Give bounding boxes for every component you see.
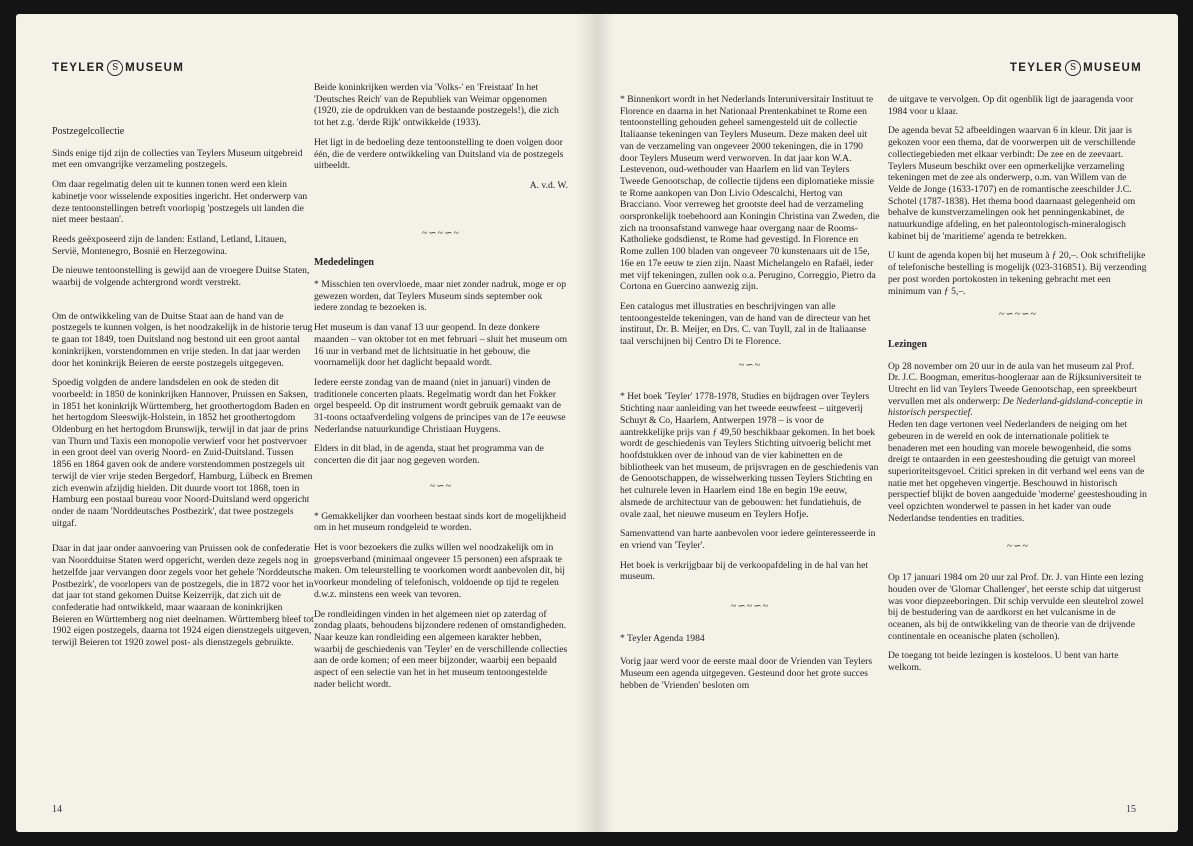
ornament-divider: ~∽~∽~ (422, 227, 460, 239)
gutter-shadow (598, 14, 614, 832)
left-column-2 (314, 82, 568, 698)
header-text-before: TEYLER (52, 62, 106, 74)
paragraph: Elders in dit blad, in de agenda, staat het programma van de concerten die dit jaar nog gegeven worden. (314, 443, 544, 467)
teyler-logo-icon: S (1065, 60, 1081, 76)
paragraph: Spoedig volgden de andere landsdelen en ook de steden dit voorbeeld: in 1850 de koninkrijken Hannover, Pruissen en Saksen, in 1851 het koninkrijk Württemberg, het groothertogdom Baden en het hertogdom Sleeswijk-Holstein, in 1852 het groothertogdom Oldenburg en het hertogdom Brunswijk, terwijl in dat jaar de prins van Thurn und Taxis een monopolie verwierf voor het postvervoer in een groot deel van overig Noord- en Zuid-Duitsland. Tussen 1856 en 1864 gaven ook de andere vorstendommen postzegels uit terwijl de vier vrije steden Bergedorf, Hamburg, Lübeck en Bremen zich evenwin afzijdig hielden. Dit duurde voort tot 1868, toen in Hamburg een postaal bureau voor Noord-Duitsland werd opgericht onder de naam 'Norddeutsches Postbezirk', dat twee postzegels uitgaf. (52, 377, 313, 529)
left-column-1 (52, 126, 314, 657)
paragraph: Beide koninkrijken werden via 'Volks-' en 'Freistaat' In het 'Deutsches Reich' van de Republiek van Weimar opgenomen (1920, zie de opdrukken van de bestaande postzegels!), die zich tot het z.g. 'derde Rijk' ontwikkelde (1933). (314, 82, 559, 129)
lecture-title: De Nederland-gidsland-conceptie in historisch perspectief. (888, 395, 1143, 419)
paragraph: De rondleidingen vinden in het algemeen niet op zaterdag of zondag plaats, behoudens bijzondere redenen of omstandigheden. Naar keuze kan rondleiding een algemeen karakter hebben, waarbij de geschiedenis van 'Teyler' en de verschillende collecties aan de orde komen; of een meer bijzonder, waarbij een bepaald aspect of een selectie van het in het museum tentoongestelde nader belicht wordt. (314, 608, 568, 690)
paragraph: Om daar regelmatig delen uit te kunnen tonen werd een klein kabinetje voor wisselende exposities ingericht. Het onderwerp van deze tentoonstellingen betreft voorlopig 'postzegels uit landen die niet meer bestaan'. (52, 179, 308, 226)
paragraph: * Misschien ten overvloede, maar niet zonder nadruk, moge er op gewezen worden, dat Teylers Museum sinds september ook iedere zondag te bezoeken is. (314, 279, 567, 314)
paragraph: de uitgave te vervolgen. Op dit ogenblik ligt de jaaragenda voor 1984 voor u klaar. (888, 94, 1134, 117)
museum-header (1010, 60, 1142, 76)
museum-header (52, 60, 184, 76)
paragraph: Het ligt in de bedoeling deze tentoonstelling te doen volgen door één, die de verdere ontwikkeling van Duitsland via de postzegels uitbeeldt. (314, 136, 564, 172)
right-column-2 (888, 94, 1148, 682)
left-page (16, 14, 598, 832)
ornament-divider: ~∽~ (1006, 540, 1030, 552)
paragraph: Om de ontwikkeling van de Duitse Staat aan de hand van de postzegels te kunnen volgen, is het noodzakelijk in de historie terug te gaan tot 1849, toen Duitsland nog bestond uit een groot aantal koninkrijken, vorstendommen en vrije steden. In dat jaar werden door het koninkrijk Beieren de eerste postzegels uitgegeven. (52, 310, 313, 369)
paragraph: U kunt de agenda kopen bij het museum à ƒ 20,–. Ook schriftelijke of telefonische bestelling is mogelijk (023-316851). Bij verzending per post worden portokosten in tekening gebracht met een minimum van ƒ 5,–. (888, 250, 1147, 297)
right-column-1 (620, 94, 880, 700)
header-text-after: MUSEUM (1083, 62, 1142, 74)
paragraph: * Het boek 'Teyler' 1778-1978, Studies en bijdragen over Teylers Stichting naar aanleiding van het tweede eeuwfeest – uitgeverij Schuyt & Co, Haarlem, Antwerpen 1978 – is voor de aantrekkelijke prijs van ƒ 49,50 beschikbaar gekomen. In het boek wordt de geschiedenis van Teylers Stichting uitvoerig belicht met hoofdstukken over de inhoud van de vier kabinetten en de bibliotheek van het museum, de prijsvragen en de geschiedenis van de Genootschappen, de wisselwerking tussen Teylers Stichting en het culturele leven in Haarlem eind 18e en begin 19e eeuw, alsmede de architectuur van de gebouwen: het fundatiehuis, de ovale zaal, het nieuwe museum en Teylers Hofje. (620, 391, 879, 520)
right-page (598, 14, 1178, 832)
paragraph: * Teyler Agenda 1984 (620, 632, 705, 644)
paragraph: Daar in dat jaar onder aanvoering van Pruissen ook de confederatie van Noordduitse Staten werd opgericht, werden deze zegels nog in hetzelfde jaar vervangen door zegels voor het gehele 'Norddeutsche Postbezirk', de voorlopers van de postzegels, die in 1872 voor het in dat jaar tot stand gekomen Duitse Keizerrijk, dat zich uit de confederatie had ontwikkeld, maar waaraan de koninkrijken Beieren en Württemberg nog niet deelnamen. Württemberg bleef tot 1902 eigen postzegels, daarna tot 1924 eigen dienstzegels uitgeven, terwijl Beieren tot 1920 zowel post- als dienstzegels gebruikte. (52, 543, 314, 649)
paragraph: Op 17 januari 1984 om 20 uur zal Prof. Dr. J. van Hinte een lezing houden over de 'Glomar Challenger', het eerste schip dat uitgerust was voor diepzeeboringen. Dit schip vervulde een sleutelrol zowel bij de bestudering van de aardkorst en het vulcanisme in de oceanen, als bij de ontwikkeling van de theorie van de drijvende continentale en oceanische platen (schollen). (888, 572, 1144, 642)
paragraph: Sinds enige tijd zijn de collecties van Teylers Museum uitgebreid met een omvangrijke verzameling postzegels. (52, 147, 303, 171)
paragraph: De nieuwe tentoonstelling is gewijd aan de vroegere Duitse Staten, waarbij de volgende achtergrond wordt verstrekt. (52, 265, 310, 289)
header-text-after: MUSEUM (125, 62, 185, 74)
paragraph: Vorig jaar werd voor de eerste maal door de Vrienden van Teylers Museum een agenda uitgegeven. Gesteund door het grote succes hebben de 'Vrienden' besloten om (620, 656, 873, 691)
ornament-divider: ~∽~∽~ (999, 309, 1037, 321)
lecture-body: Heden ten dage vertonen veel Nederlanders de neiging om het gebeuren in de wereld en ook de internationale politiek te benaderen met een houding van morele bewogenheid, die soms dreigt te ontaarden in een geesteshouding die getuigt van moreel superioriteitsgevoel. Critici spreken in dit verband wel eens van de natie met het opgeheven vingertje. Beschouwd in historisch perspectief blijkt de boven aangeduide 'moderne' geesteshouding in veel opzichten wonderwel te passen in het kader van oude Nederlandse tendenties en tradities. (888, 419, 1147, 524)
paragraph: De agenda bevat 52 afbeeldingen waarvan 6 in kleur. Dit jaar is gekozen voor een thema, dat de voorwerpen uit de verschillende collectiegebieden met elkaar verbindt: De zee en de zeevaart. Teylers Museum beschikt over een opmerkelijke verzameling tekeningen met de zee als onderwerp, o.m. van Willem van de Velde de Jonge (1633-1707) en de romantische zeeschilder J.C. Schotel (1787-1838). Het thema bood daarnaast gelegenheid om behalve de kunstverzamelingen ook het penningenkabinet, de natuurkundige afdeling, en het paleontologisch-mineralogisch kabinet bij de 'maritieme' agenda te betrekken. (888, 125, 1136, 242)
paragraph: Samenvattend van harte aanbevolen voor iedere geïnteresseerde in en vriend van 'Teyler'. (620, 528, 876, 551)
paragraph: Iedere eerste zondag van de maand (niet in januari) vinden de traditionele concerten plaats. Regelmatig wordt dan het Fokker orgel bespeeld. Op dit instrument wordt gebruik gemaakt van de 31-toons octaafverdeling volgens de principes van de 17e eeuwse Nederlandse natuurkundige Christiaan Huygens. (314, 376, 566, 435)
section-heading-postzegelcollectie: Postzegelcollectie (52, 126, 125, 137)
paragraph: De toegang tot beide lezingen is kosteloos. U bent van harte welkom. (888, 650, 1119, 674)
ornament-divider: ~∽~∽~ (731, 601, 769, 613)
paragraph: Het is voor bezoekers die zulks willen wel noodzakelijk om in groepsverband (minimaal ongeveer 15 personen) een afspraak te maken. Om teleurstelling te voorkomen wordt aanbevolen dit, bij voorkeur mondeling of telefonisch, voldoende op tijd te regelen d.w.z. minstens een week van tevoren. (314, 541, 565, 600)
paragraph: Reeds geëxposeerd zijn de landen: Estland, Letland, Litauen, Servië, Montenegro, Bosnië en Herzegowina. (52, 233, 287, 257)
section-heading-lezingen: Lezingen (888, 338, 927, 350)
gutter-shadow (576, 14, 598, 832)
ornament-divider: ~∽~ (738, 359, 762, 371)
page-number: 15 (1126, 804, 1136, 815)
lecture-intro: Op 28 november om 20 uur in de aula van het museum zal Prof. Dr. J.C. Boogman, emeritus-hoogleraar aan de Rijksuniversiteit te Utrecht en lid van Teylers Tweede Genootschap, een spreekbeurt vervullen met als onderwerp: (888, 360, 1142, 407)
header-text-before: TEYLER (1009, 62, 1064, 74)
paragraph: * Binnenkort wordt in het Nederlands Interuniversitair Instituut te Florence en daarna in het Nationaal Prentenkabinet te Rome een tentoonstelling gehouden geheel samengesteld uit de collectie Italiaanse tekeningen van Teylers Museum. Deze maken deel uit van de verzameling van ongeveer 2000 tekeningen, die in 1790 door Teylers Museum werd verworven. In dat jaar kon W.A. Lestevenon, oud-wethouder van Haarlem en lid van Teylers Tweede Genootschap, de collectie tijdens een diplomatieke missie te Rome aankopen van Don Livio Odescalchi, Hertog van Bracciano. Voor verreweg het grootste deel had de verzameling oorspronkelijk toebehoord aan Koningin Christina van Zweden, die zich na troonsafstand vanwege haar overgang naar de Rooms-Katholieke godsdienst, te Rome had gevestigd. In Florence en Rome zullen 100 bladen van ongeveer 70 kunstenaars uit de 15e, 16e en 17e eeuw te zien zijn. Naast Michelangelo en Rafaël, ieder met vijf tekeningen, zullen ook o.a. Perugino, Correggio, Pietro da Cortona en Guercino aanwezig zijn. (620, 94, 880, 293)
ornament-divider: ~∽~ (429, 480, 453, 492)
teyler-logo-icon: S (107, 60, 123, 76)
paragraph: Het museum is dan vanaf 13 uur geopend. In deze donkere maanden – van oktober tot en met februari – sluit het museum om 16 uur in verband met de lichtsituatie in het gebouw, die voornamelijk door het daglicht bepaald wordt. (314, 322, 568, 369)
paragraph: Het boek is verkrijgbaar bij de verkoopafdeling in de hal van het museum. (620, 559, 869, 583)
paragraph: * Gemakkelijker dan voorheen bestaat sinds kort de mogelijkheid om in het museum rondgeleid te worden. (314, 510, 567, 534)
paragraph: Een catalogus met illustraties en beschrijvingen van alle tentoongestelde tekeningen, van de hand van de directeur van het instituut, Dr. B. Meijer, en Drs. C. van Tuyll, zal in de Italiaanse taal verschijnen bij Centro Di te Florence. (620, 300, 871, 348)
author-signature: A. v.d. W. (529, 179, 568, 191)
lecture-announcement (888, 361, 1148, 525)
section-heading-mededelingen: Mededelingen (314, 257, 374, 269)
page-number: 14 (52, 804, 62, 815)
